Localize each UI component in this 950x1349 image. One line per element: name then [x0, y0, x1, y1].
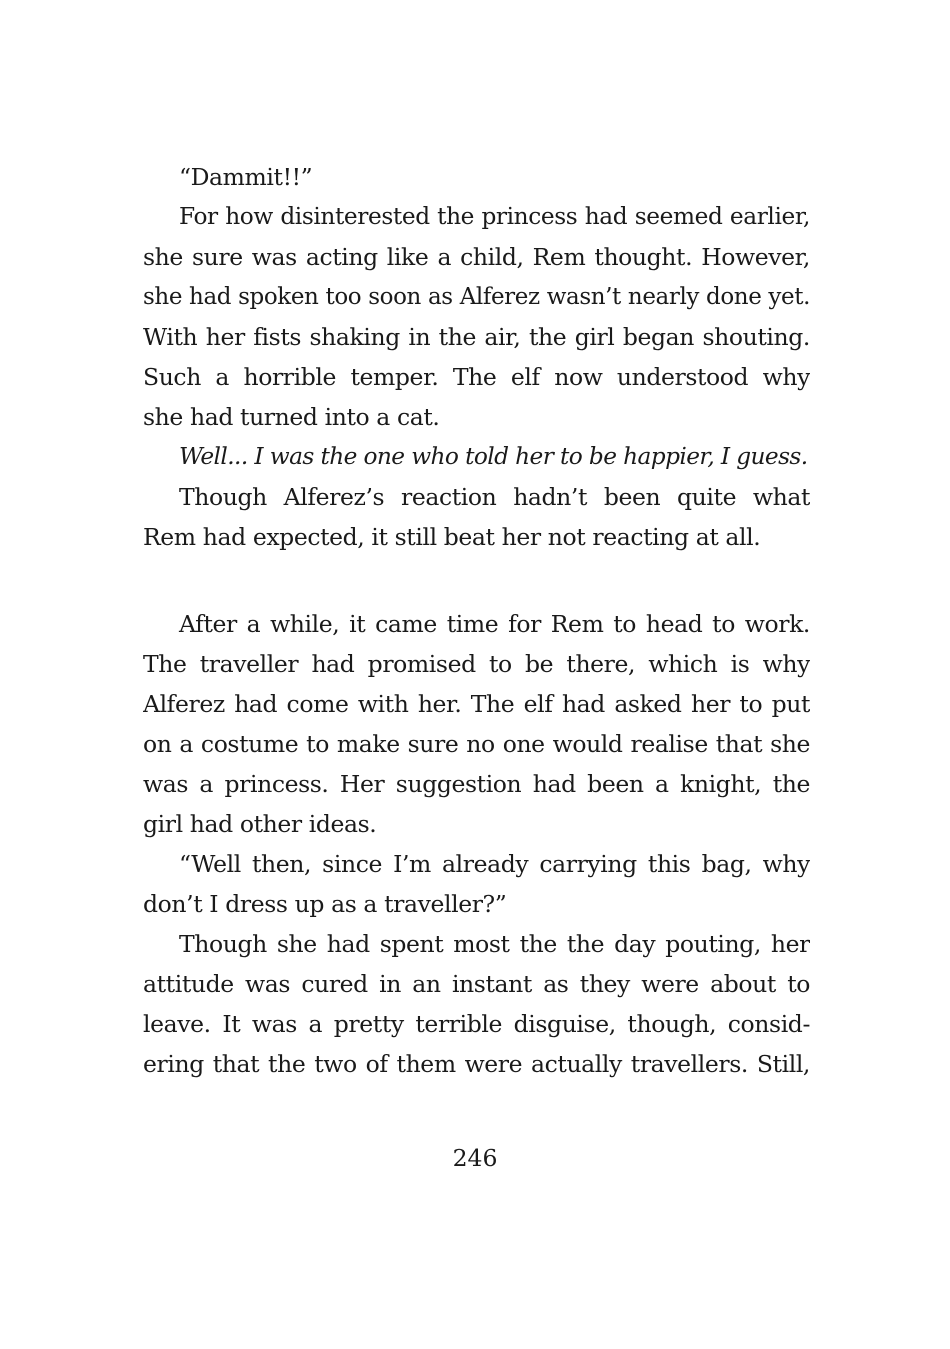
paragraph	[143, 157, 810, 197]
text-line: she sure was acting like a child, Rem thought. However,	[143, 243, 810, 271]
text-line: Rem had expected, it still beat her not reacting at all.	[143, 523, 761, 551]
paragraph-italic-thought	[143, 437, 810, 477]
paragraph	[143, 844, 810, 924]
text-line: don’t I dress up as a traveller?”	[143, 890, 507, 918]
paragraph	[143, 197, 810, 437]
text-line: The traveller had promised to be there, which is why	[143, 650, 810, 678]
paragraph	[143, 924, 810, 1084]
book-page-text	[143, 157, 810, 1084]
paragraph	[143, 604, 810, 844]
text-line: ering that the two of them were actually travellers. Still,	[143, 1050, 810, 1078]
text-line: “Dammit!!”	[179, 163, 313, 191]
text-line: was a princess. Her suggestion had been a knight, the	[143, 770, 810, 798]
text-line: attitude was cured in an instant as they were about to	[143, 970, 810, 998]
text-line: Well... I was the one who told her to be happier, I guess.	[179, 443, 808, 470]
text-line: Alferez had come with her. The elf had asked her to put	[143, 690, 810, 718]
text-line: After a while, it came time for Rem to head to work.	[179, 610, 810, 638]
text-line: leave. It was a pretty terrible disguise, though, consid-	[143, 1010, 810, 1038]
text-line: girl had other ideas.	[143, 810, 377, 838]
text-line: Though she had spent most the the day pouting, her	[179, 930, 810, 958]
text-line: on a costume to make sure no one would realise that she	[143, 730, 810, 758]
text-line: “Well then, since I’m already carrying this bag, why	[179, 850, 810, 878]
text-line: For how disinterested the princess had seemed earlier,	[179, 203, 810, 230]
text-line: Such a horrible temper. The elf now understood why	[143, 363, 810, 391]
text-line: she had turned into a cat.	[143, 403, 440, 431]
paragraph	[143, 477, 810, 557]
text-line: she had spoken too soon as Alferez wasn’t nearly done yet.	[143, 284, 810, 310]
text-line: With her fists shaking in the air, the girl began shouting.	[143, 323, 810, 351]
text-line: Though Alferez’s reaction hadn’t been quite what	[179, 483, 810, 511]
section-break	[143, 557, 810, 604]
page-number: 246	[452, 1144, 498, 1172]
